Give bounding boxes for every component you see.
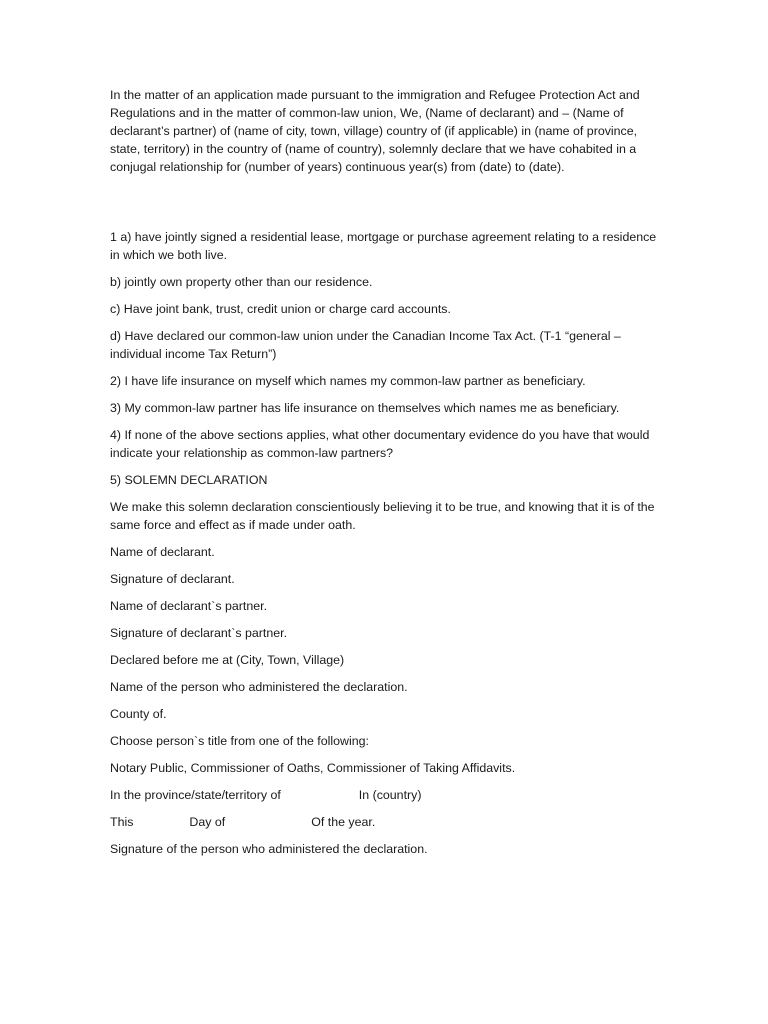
name-of-partner: Name of declarant`s partner.	[110, 599, 268, 613]
name-of-declarant: Name of declarant.	[110, 545, 215, 559]
county-of: County of.	[110, 707, 167, 721]
solemn-declaration-heading: 5) SOLEMN DECLARATION	[110, 473, 268, 487]
title-options: Notary Public, Commissioner of Oaths, Commissioner of Taking Affidavits.	[110, 761, 516, 775]
province-label: In the province/state/territory of	[110, 788, 281, 802]
item-1b: b) jointly own property other than our residence.	[110, 275, 373, 289]
declaration-items	[110, 228, 658, 867]
item-1d: d) Have declared our common-law union under the Canadian Income Tax Act. (T-1 “general – individual income Tax Return”)	[110, 329, 621, 361]
declaration-text: We make this solemn declaration conscientiously believing it to be true, and knowing that it is of the same force and effect as if made under oath.	[110, 500, 655, 532]
item-4: 4) If none of the above sections applies, what other documentary evidence do you have that would indicate your relationship as common-law partners?	[110, 428, 650, 460]
signature-of-administrator: Signature of the person who administered the declaration.	[110, 842, 428, 856]
item-3: 3) My common-law partner has life insurance on themselves which names me as beneficiary.	[110, 401, 620, 415]
item-1c: c) Have joint bank, trust, credit union or charge card accounts.	[110, 302, 451, 316]
country-label: In (country)	[358, 788, 422, 802]
signature-of-partner: Signature of declarant`s partner.	[110, 626, 288, 640]
day-of-label: Day of	[189, 815, 226, 829]
date-row	[110, 813, 658, 831]
this-label: This	[110, 815, 134, 829]
intro-paragraph: In the matter of an application made pursuant to the immigration and Refugee Protection Act and Regulations and in the matter of common-law union, We, (Name of declarant) and – (Name of declarant’s partner) of (name of city, town, village) country of (if applicable) in (name of province, state, territory) in the country of (name of country), solemnly declare that we have cohabited in a conjugal relationship for (number of years) continuous year(s) from (date) to (date).	[110, 88, 640, 174]
intro-section	[110, 86, 658, 176]
signature-of-declarant: Signature of declarant.	[110, 572, 235, 586]
item-2: 2) I have life insurance on myself which names my common-law partner as beneficiary.	[110, 374, 586, 388]
item-1a: 1 a) have jointly signed a residential lease, mortgage or purchase agreement relating to a residence in which we both live.	[110, 230, 657, 262]
name-of-administrator: Name of the person who administered the declaration.	[110, 680, 408, 694]
of-the-year-label: Of the year.	[311, 815, 376, 829]
declared-before: Declared before me at (City, Town, Village)	[110, 653, 345, 667]
province-country-row	[110, 786, 658, 804]
choose-title-prompt: Choose person`s title from one of the following:	[110, 734, 369, 748]
